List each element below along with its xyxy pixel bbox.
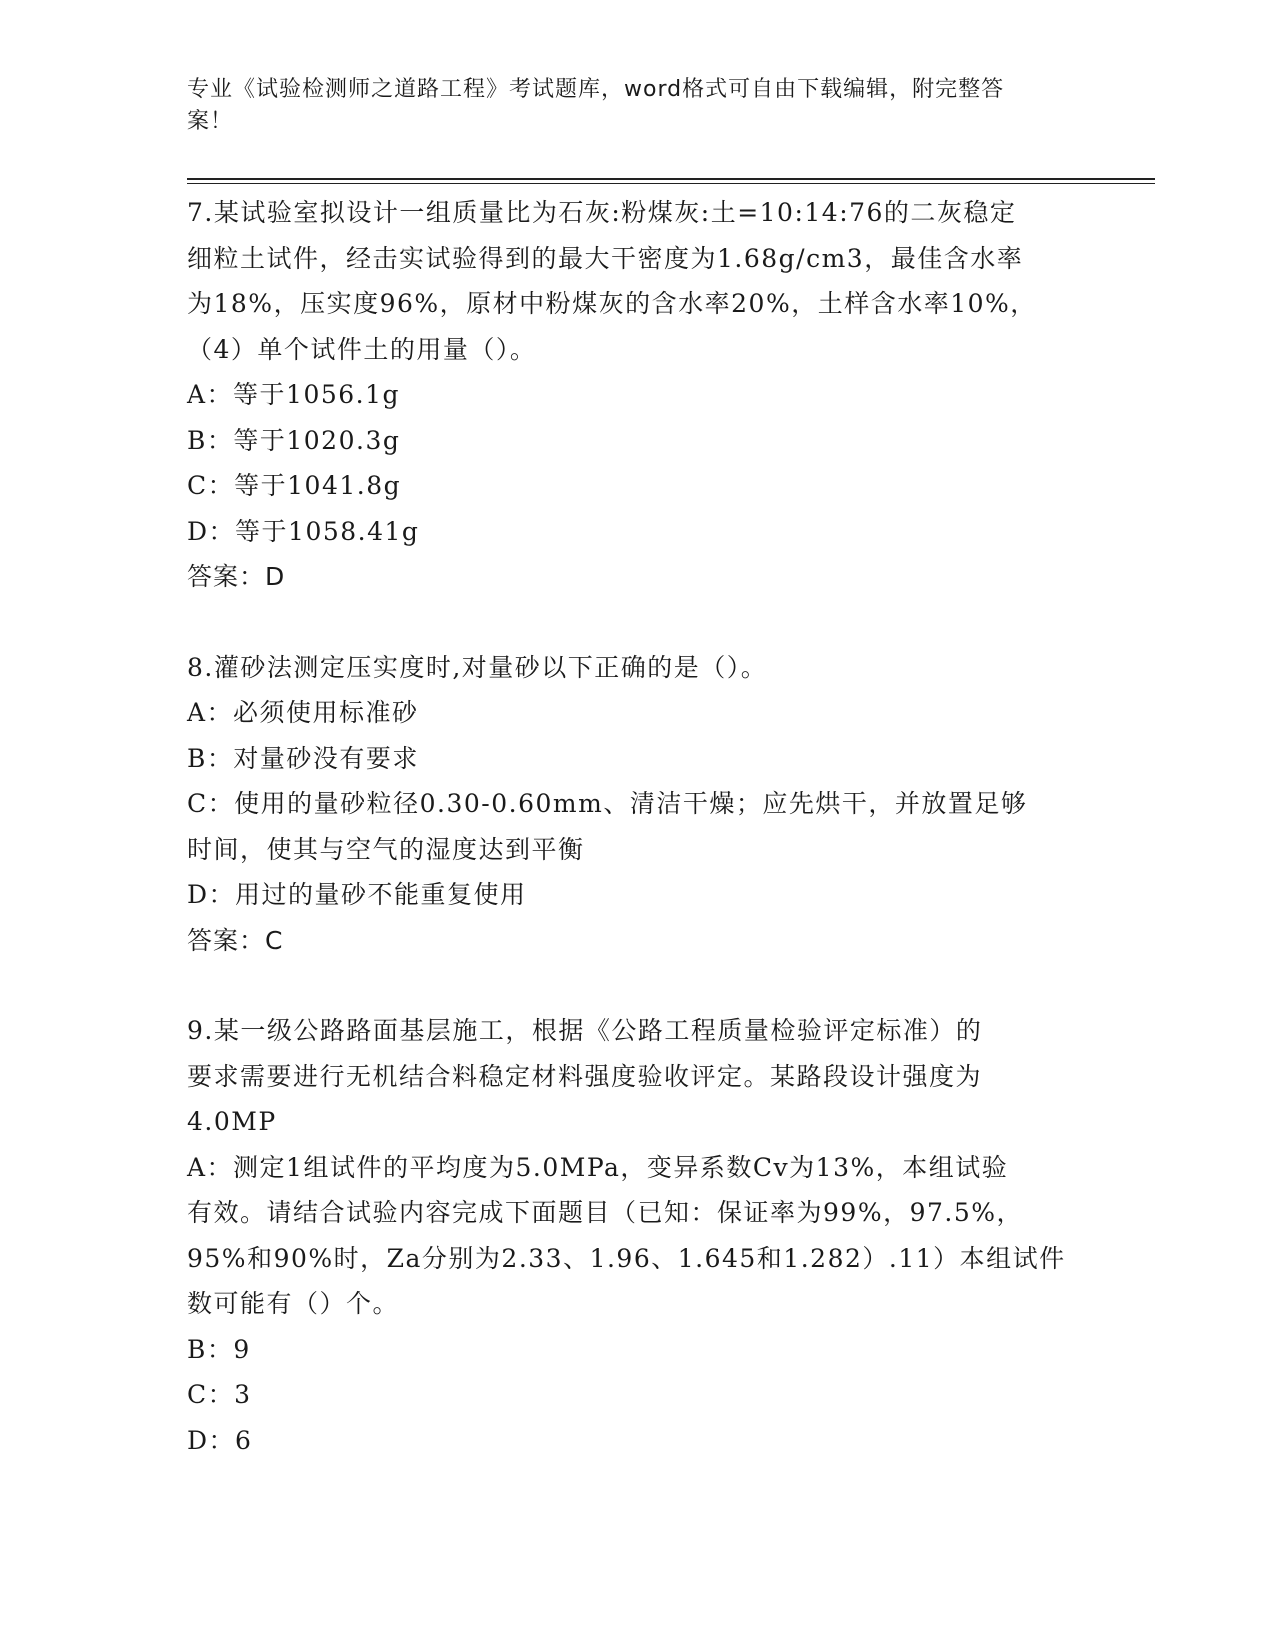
question-stem-line: 4.0MP <box>187 1107 277 1136</box>
spacer <box>187 600 1087 645</box>
option-b: B：对量砂没有要求 <box>187 743 419 773</box>
option-a: A：测定1组试件的平均度为5.0MPa，变异系数Cv为13%，本组试验 <box>187 1152 1009 1182</box>
option-a-continued: 有效。请结合试验内容完成下面题目（已知：保证率为99%，97.5%， <box>187 1198 1023 1227</box>
option-b: B：等于1020.3g <box>187 425 401 455</box>
option-a-continued: 数可能有（）个。 <box>187 1289 400 1318</box>
document-header <box>187 74 1067 138</box>
header-line: 专业《试验检测师之道路工程》考试题库，word格式可自由下载编辑，附完整答 <box>187 77 1005 102</box>
answer-line: 答案：C <box>187 925 284 955</box>
header-divider <box>187 178 1155 180</box>
option-c: C：等于1041.8g <box>187 471 402 500</box>
spacer <box>187 963 1087 1008</box>
option-a: A：等于1056.1g <box>187 380 401 409</box>
option-a: A：必须使用标准砂 <box>187 698 419 727</box>
question-list <box>187 190 1087 1463</box>
option-b: B：9 <box>187 1334 251 1364</box>
option-d: D：用过的量砂不能重复使用 <box>187 880 527 909</box>
question-8 <box>187 645 1087 964</box>
question-stem-line: 细粒土试件，经击实试验得到的最大干密度为1.68g/cm3，最佳含水率 <box>187 243 1024 273</box>
question-stem-line: 9.某一级公路路面基层施工，根据《公路工程质量检验评定标准）的 <box>187 1016 983 1045</box>
question-stem-line: 7.某试验室拟设计一组质量比为石灰:粉煤灰:土=10:14:76的二灰稳定 <box>187 198 1017 227</box>
question-7 <box>187 190 1087 600</box>
header-divider-thin <box>187 183 1155 184</box>
question-stem-line: 为18%，压实度96%，原材中粉煤灰的含水率20%，土样含水率10%， <box>187 289 1037 318</box>
question-stem-line: （4）单个试件土的用量（）。 <box>187 334 537 364</box>
question-stem-line: 8.灌砂法测定压实度时,对量砂以下正确的是（）。 <box>187 652 768 682</box>
header-line: 案！ <box>187 109 234 134</box>
option-d: D：等于1058.41g <box>187 516 420 546</box>
option-c-continued: 时间，使其与空气的湿度达到平衡 <box>187 834 585 864</box>
option-c: C：使用的量砂粒径0.30-0.60mm、清洁干燥；应先烘干，并放置足够 <box>187 789 1028 818</box>
question-9 <box>187 1008 1087 1463</box>
option-c: C：3 <box>187 1380 252 1409</box>
option-a-continued: 95%和90%时，Za分别为2.33、1.96、1.645和1.282）.11）本组试件 <box>187 1243 1066 1273</box>
option-d: D：6 <box>187 1425 253 1455</box>
answer-line: 答案：D <box>187 562 286 591</box>
question-stem-line: 要求需要进行无机结合料稳定材料强度验收评定。某路段设计强度为 <box>187 1061 983 1091</box>
